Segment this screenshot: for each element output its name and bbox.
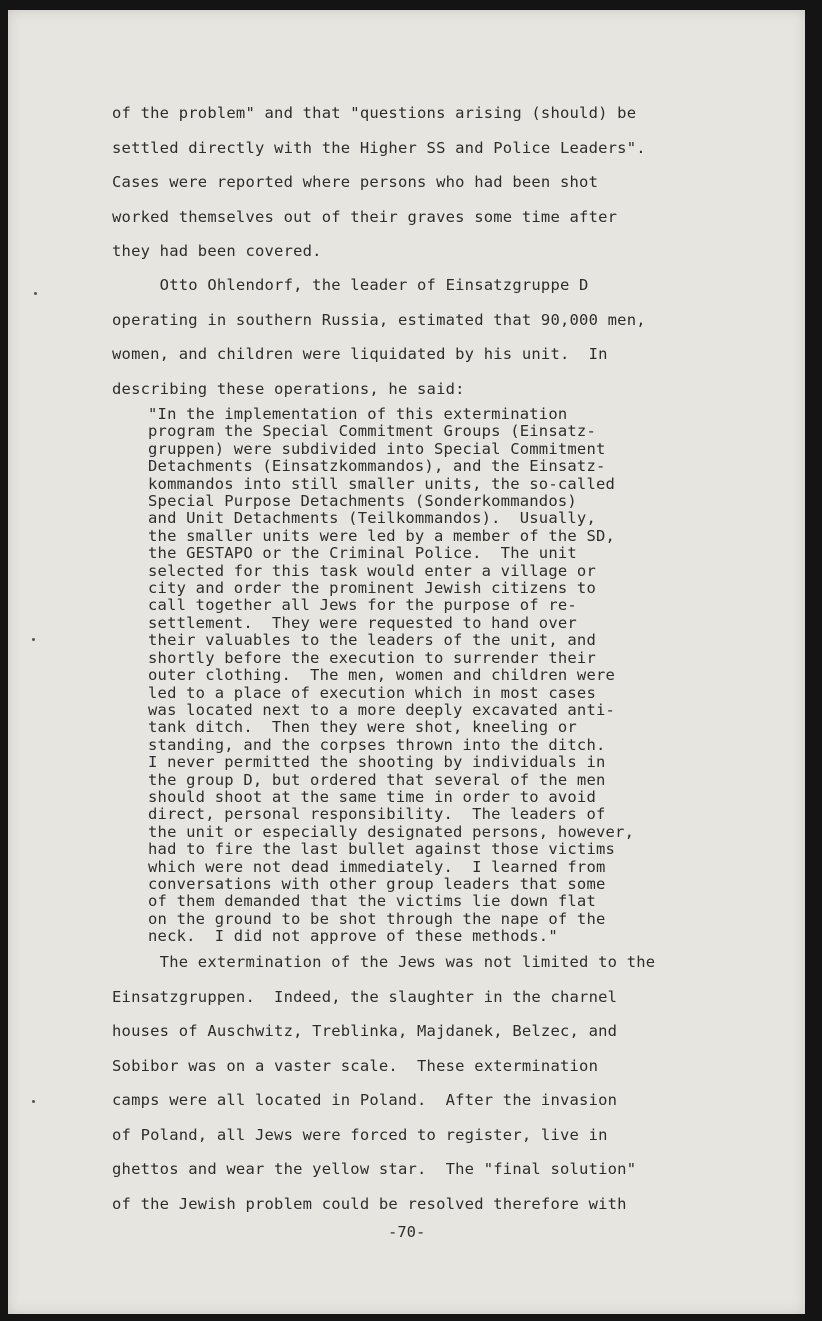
page-number: -70- — [388, 1223, 426, 1241]
document-page — [8, 10, 805, 1314]
paper-speck — [32, 638, 35, 641]
body-paragraph-1: of the problem" and that "questions arising (should) be settled directly with the Higher SS and Police Leaders". Cases were reported where persons who had been shot worked themselves out of their graves some time after they had been covered. — [112, 104, 646, 260]
body-paragraph-2: Otto Ohlendorf, the leader of Einsatzgruppe D operating in southern Russia, estimated that 90,000 men, women, and children were liquidated by his unit. In describing these operations, he said: — [112, 276, 646, 398]
body-paragraph-3: The extermination of the Jews was not limited to the Einsatzgruppen. Indeed, the slaughter in the charnel houses of Auschwitz, Treblinka, Majdanek, Belzec, and Sobibor was on a vaster scale. These extermination camps were all located in Poland. After the invasion of Poland, all Jews were forced to register, live in ghettos and wear the yellow star. The "final solution" of the Jewish problem could be resolved therefore with — [112, 953, 656, 1213]
paper-speck — [34, 292, 37, 295]
paper-speck — [32, 1100, 35, 1103]
block-quote: "In the implementation of this extermination program the Special Commitment Groups (Einsatz- gruppen) were subdivided into Special Commitment Detachments (Einsatzkommandos), and the Einsatz- kommandos into still smaller units, the so-called Special Purpose Detachments (Sonderkommandos) and Unit Detachments (Teilkommandos). Usually, the smaller units were led by a member of the SD, the GESTAPO or the Criminal Police. The unit selected for this task would enter a village or city and order the prominent Jewish citizens to call together all Jews for the purpose of re- settlement. They were requested to hand over their valuables to the leaders of the unit, and shortly before the execution to surrender their outer clothing. The men, women and children were led to a place of execution which in most cases was located next to a more deeply excavated anti- tank ditch. Then they were shot, kneeling or standing, and the corpses thrown into the ditch. I never permitted the shooting by individuals in the group D, but ordered that several of the men should shoot at the same time in order to avoid direct, personal responsibility. The leaders of the unit or especially designated persons, however, had to fire the last bullet against those victims which were not dead immediately. I learned from conversations with other group leaders that some of them demanded that the victims lie down flat on the ground to be shot through the nape of the neck. I did not approve of these methods." — [148, 405, 635, 946]
